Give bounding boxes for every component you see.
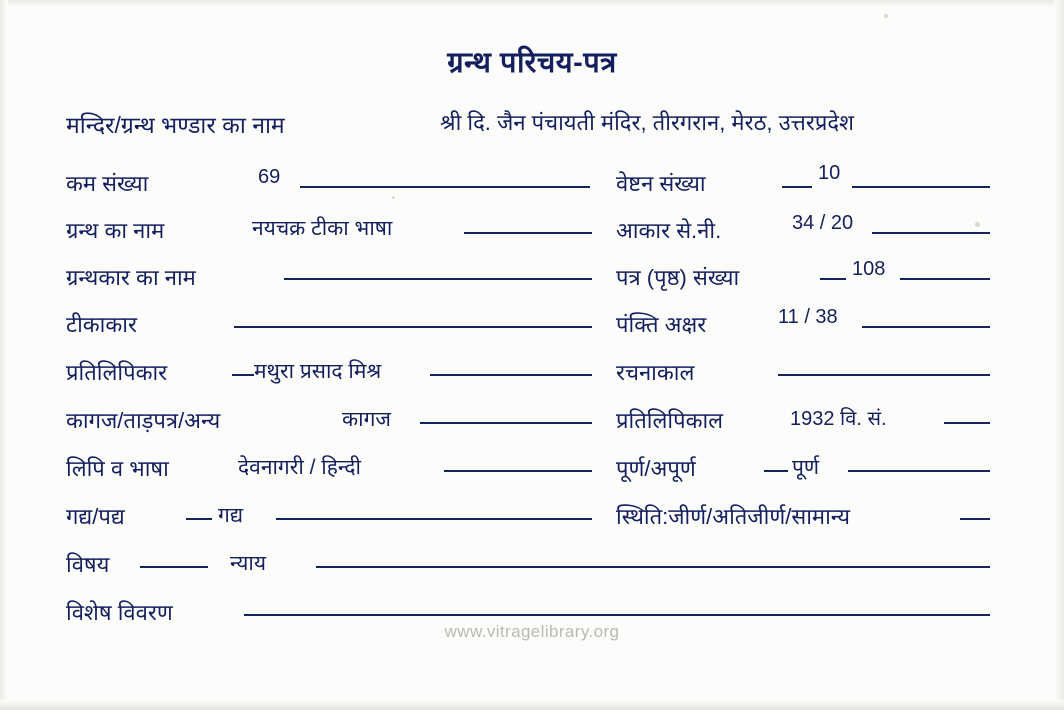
field-rule-right-8: [960, 518, 990, 520]
field-rule-right-3b: [900, 278, 990, 280]
field-value-purn-apurn: पूर्ण: [792, 456, 820, 479]
paper-edge-left: [0, 0, 8, 710]
field-label-vishesh-vivaran: विशेष विवरण: [66, 600, 173, 625]
field-label-purn-apurn: पूर्ण/अपूर्ण: [616, 456, 696, 481]
field-label-tikakar: टीकाकार: [66, 312, 137, 337]
paper-speck: [975, 222, 980, 227]
field-rule-row-9-full: [316, 566, 990, 568]
field-value-lipi-va-bhasha: देवनागरी / हिन्दी: [238, 456, 361, 479]
field-rule-left-5b: [430, 374, 592, 376]
field-rule-left-6: [420, 422, 592, 424]
field-rule-left-1: [300, 186, 590, 188]
field-rule-right-3: [820, 278, 846, 280]
field-value-pratilipikar: मथुरा प्रसाद मिश्र: [254, 360, 382, 383]
field-rule-right-7: [764, 470, 788, 472]
field-label-grantha-ka-nam: ग्रन्थ का नाम: [66, 218, 165, 243]
temple-name-value: श्री दि. जैन पंचायती मंदिर, तीरगरान, मेरठ, उत्तरप्रदेश: [440, 110, 855, 135]
field-label-lipi-va-bhasha: लिपि व भाषा: [66, 456, 169, 481]
field-rule-right-2: [872, 232, 990, 234]
field-label-kram-sankhya: कम संख्या: [66, 171, 149, 196]
field-rule-left-2: [464, 232, 592, 234]
field-label-veshtan-sankhya: वेष्टन संख्या: [616, 171, 706, 196]
field-value-kagaj-tadpatra-anya: कागज: [342, 408, 391, 431]
field-label-kagaj-tadpatra-anya: कागज/ताड़पत्र/अन्य: [66, 408, 221, 433]
field-rule-right-6: [944, 422, 990, 424]
field-label-granthkar-ka-nam: ग्रन्थकार का नाम: [66, 265, 196, 290]
page-title: ग्रन्थ परिचय-पत्र: [447, 47, 617, 79]
field-rule-left-4: [234, 326, 592, 328]
field-rule-right-1b: [852, 186, 990, 188]
field-rule-right-5: [778, 374, 990, 376]
temple-name-label: मन्दिर/ग्रन्थ भण्डार का नाम: [66, 112, 285, 138]
field-label-rachnakal: रचनाकाल: [616, 360, 695, 385]
field-rule-right-4: [862, 326, 990, 328]
paper-speck: [392, 196, 395, 199]
field-rule-left-7: [444, 470, 592, 472]
field-value-patra-prishtha-sankhya: 108: [852, 258, 886, 280]
field-label-pankti-akshar: पंक्ति अक्षर: [616, 312, 707, 337]
field-rule-left-8: [186, 518, 212, 520]
field-value-vishay: न्याय: [230, 552, 266, 575]
field-label-patra-prishtha-sankhya: पत्र (पृष्ठ) संख्या: [616, 265, 740, 290]
paper-edge-bottom: [0, 700, 1064, 710]
field-rule-left-3: [284, 278, 592, 280]
field-label-gadya-padya: गद्य/पद्य: [66, 504, 125, 529]
field-rule-left-9: [140, 566, 208, 568]
field-label-akar-se-ni: आकार से.नी.: [616, 218, 722, 243]
field-label-pratilipikal: प्रतिलिपिकाल: [616, 408, 724, 433]
field-value-akar-se-ni: 34 / 20: [792, 212, 854, 234]
field-label-vishay: विषय: [66, 552, 110, 577]
field-rule-right-1: [782, 186, 812, 188]
field-value-pratilipikal: 1932 वि. सं.: [790, 408, 887, 430]
field-value-veshtan-sankhya: 10: [818, 162, 841, 184]
field-value-grantha-ka-nam: नयचक्र टीका भाषा: [252, 217, 393, 240]
watermark-text: www.vitragelibrary.org: [444, 622, 620, 641]
field-rule-left-8b: [276, 518, 592, 520]
paper-edge-right: [1054, 0, 1064, 710]
paper-edge-top: [0, 0, 1064, 7]
field-rule-right-7b: [848, 470, 990, 472]
field-label-sthiti: स्थिति:जीर्ण/अतिजीर्ण/सामान्य: [616, 504, 851, 529]
field-rule-row-10-full: [244, 614, 990, 616]
paper-speck: [884, 14, 888, 18]
field-value-kram-sankhya: 69: [258, 166, 281, 188]
field-value-gadya-padya: गद्य: [218, 504, 244, 527]
field-rule-left-5: [232, 374, 254, 376]
field-label-pratilipikar: प्रतिलिपिकार: [66, 360, 168, 385]
field-value-pankti-akshar: 11 / 38: [778, 306, 838, 328]
